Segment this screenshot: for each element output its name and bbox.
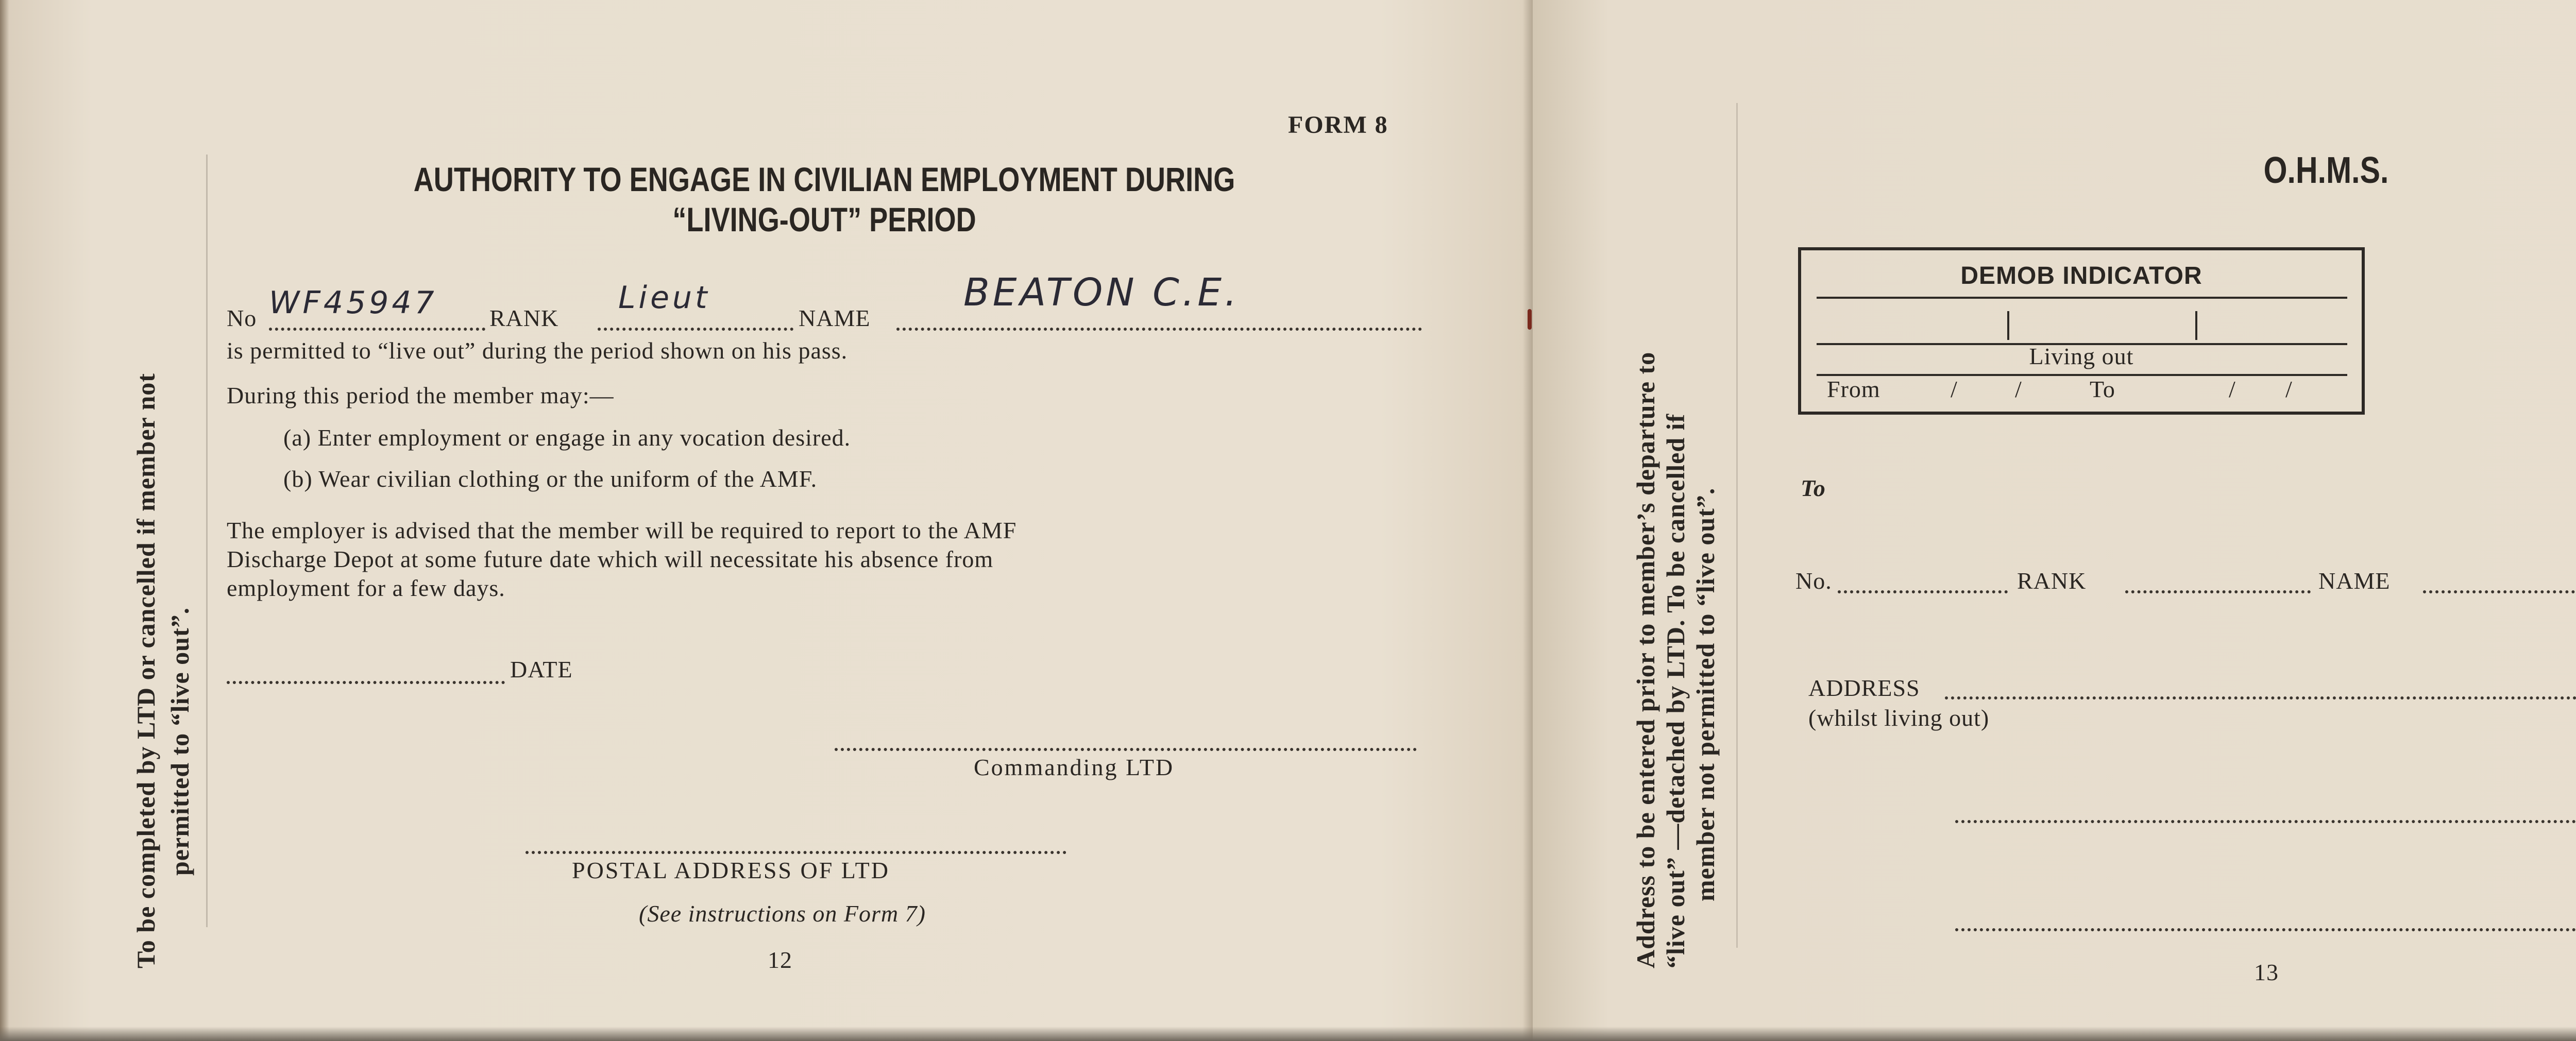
no-value: WF45947 xyxy=(269,285,437,321)
side-note-line-2: “live out” —detached by LTD. To be cancelled if xyxy=(1661,413,1690,968)
address-dots-2[interactable] xyxy=(1955,820,2576,823)
address-dots-3[interactable] xyxy=(1955,928,2576,931)
demob-divider-1 xyxy=(2007,311,2009,340)
rank-label: RANK xyxy=(2017,568,2087,594)
employer-line-1: The employer is advised that the member will be required to report to the AMF xyxy=(227,517,1017,543)
from-label: From xyxy=(1827,376,1880,402)
to-label-box: To xyxy=(2090,376,2115,402)
employer-line-2: Discharge Depot at some future date which will necessitate his absence from xyxy=(227,546,994,572)
rank-dots[interactable] xyxy=(2125,590,2311,593)
page-form-9 xyxy=(1533,0,2576,1041)
demob-line-1 xyxy=(1817,297,2347,299)
commanding-label: Commanding LTD xyxy=(974,754,1175,780)
page-edge-bottom xyxy=(0,1027,2576,1041)
address-dots-1[interactable] xyxy=(1945,696,2576,699)
name-dots xyxy=(896,328,1422,331)
demob-title: DEMOB INDICATOR xyxy=(1960,262,2202,289)
rank-dots xyxy=(598,328,793,331)
name-label: NAME xyxy=(799,305,871,331)
demob-divider-2 xyxy=(2195,311,2197,340)
no-label: No xyxy=(227,305,257,331)
from-slash-2: / xyxy=(2015,376,2022,402)
side-note-rule xyxy=(206,155,208,927)
no-rank-name-line xyxy=(227,270,1422,335)
name-label: NAME xyxy=(2318,568,2391,594)
ohms-heading: O.H.M.S. xyxy=(2263,150,2389,191)
page-number-12: 12 xyxy=(768,947,792,973)
no-dots[interactable] xyxy=(1838,590,2008,593)
during-text: During this period the member may:— xyxy=(227,382,614,408)
postal-label: POSTAL ADDRESS OF LTD xyxy=(572,857,890,883)
form-8-label: FORM 8 xyxy=(1288,111,1388,139)
no-dots xyxy=(269,328,485,331)
item-a: (a) Enter employment or engage in any vocation desired. xyxy=(283,424,851,451)
demob-indicator-box xyxy=(1798,247,2365,415)
name-value: BEATON C.E. xyxy=(963,270,1240,315)
employer-notice xyxy=(227,516,1422,603)
side-note-line-1: To be completed by LTD or cancelled if member not xyxy=(131,373,160,968)
perforation-line xyxy=(1736,103,1738,948)
permitted-text: is permitted to “live out” during the period shown on his pass. xyxy=(227,337,848,364)
to-slash-2: / xyxy=(2285,376,2293,402)
side-note-line-1: Address to be entered prior to member’s departure to xyxy=(1631,351,1660,968)
side-note-line-2: permitted to “live out”. xyxy=(165,607,194,876)
page-number-13: 13 xyxy=(2254,959,2279,985)
gutter-mark xyxy=(1528,309,1532,330)
date-label: DATE xyxy=(510,656,573,682)
whilst-label: (whilst living out) xyxy=(1808,705,1990,731)
item-b: (b) Wear civilian clothing or the uniform of the AMF. xyxy=(283,466,818,492)
date-dots[interactable] xyxy=(227,681,505,684)
address-label: ADDRESS xyxy=(1808,675,1920,701)
page-edge-left xyxy=(0,0,9,1041)
title-line-2: “LIVING-OUT” PERIOD xyxy=(672,200,976,238)
rank-label: RANK xyxy=(489,305,559,331)
title-line-1: AUTHORITY TO ENGAGE IN CIVILIAN EMPLOYMENT DURING xyxy=(413,160,1235,198)
to-slash-1: / xyxy=(2229,376,2236,402)
side-note-line-3: member not permitted to “live out”. xyxy=(1691,487,1720,901)
employer-line-3: employment for a few days. xyxy=(227,575,505,601)
form-9-no-rank-name xyxy=(1795,567,2576,603)
form-8-title xyxy=(317,160,1331,239)
living-out-label: Living out xyxy=(2029,343,2134,369)
commanding-signature-dots[interactable] xyxy=(835,748,1417,751)
instructions-note: (See instructions on Form 7) xyxy=(639,900,926,927)
from-slash-1: / xyxy=(1951,376,1958,402)
postal-address-dots[interactable] xyxy=(526,851,1066,854)
demob-line-3 xyxy=(1817,374,2347,376)
side-note-form-9 xyxy=(1631,352,1720,968)
no-label: No. xyxy=(1795,568,1832,594)
to-label: To xyxy=(1801,475,1826,501)
rank-value: Lieut xyxy=(618,280,710,316)
side-note-form-8 xyxy=(129,373,197,968)
name-dots[interactable] xyxy=(2423,590,2576,593)
